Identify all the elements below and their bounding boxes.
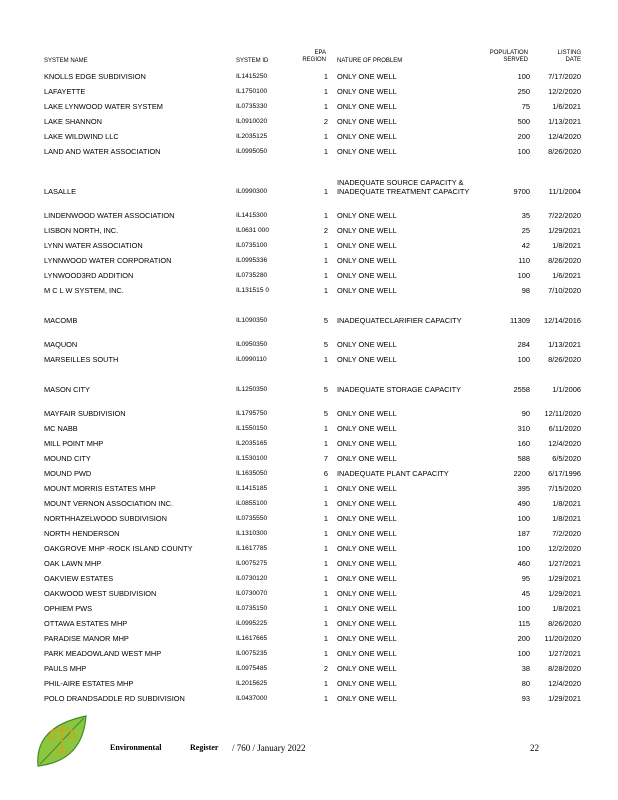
system-id-cell: IL0995050 xyxy=(236,148,268,155)
epa-region-cell: 7 xyxy=(323,454,328,463)
listing-date-cell: 7/2/2020 xyxy=(552,529,581,538)
problem-cell: ONLY ONE WELL xyxy=(337,604,397,613)
system-name-cell: MAQUON xyxy=(44,340,78,349)
table-row xyxy=(0,484,618,493)
epa-region-cell: 5 xyxy=(323,385,328,394)
table-row xyxy=(0,574,618,583)
listing-date-cell: 12/14/2016 xyxy=(544,316,581,325)
listing-date-cell: 1/8/2021 xyxy=(552,604,581,613)
population-cell: 80 xyxy=(521,679,530,688)
population-cell: 2558 xyxy=(513,385,530,394)
footer-publication: Environmental xyxy=(110,743,162,752)
problem-cell: ONLY ONE WELL xyxy=(337,241,397,250)
population-cell: 95 xyxy=(521,574,530,583)
problem-cell: ONLY ONE WELL xyxy=(337,544,397,553)
table-row xyxy=(0,679,618,688)
epa-region-cell: 5 xyxy=(323,316,328,325)
population-cell: 75 xyxy=(521,102,530,111)
epa-region-cell: 1 xyxy=(323,424,328,433)
population-cell: 42 xyxy=(521,241,530,250)
listing-date-cell: 1/8/2021 xyxy=(552,514,581,523)
listing-date-cell: 1/29/2021 xyxy=(548,226,581,235)
system-name-cell: OAKWOOD WEST SUBDIVISION xyxy=(44,589,157,598)
population-cell: 93 xyxy=(521,694,530,703)
population-cell: 200 xyxy=(517,634,530,643)
problem-cell: ONLY ONE WELL xyxy=(337,256,397,265)
population-cell: 284 xyxy=(517,340,530,349)
system-id-cell: IL0855100 xyxy=(236,500,268,507)
epa-region-cell: 1 xyxy=(323,694,328,703)
listing-date-cell: 1/29/2021 xyxy=(548,694,581,703)
population-cell: 11309 xyxy=(509,316,530,325)
problem-cell: ONLY ONE WELL xyxy=(337,286,397,295)
population-cell: 588 xyxy=(517,454,530,463)
population-cell: 38 xyxy=(521,664,530,673)
system-id-cell: IL0735150 xyxy=(236,605,268,612)
epa-region-cell: 1 xyxy=(323,679,328,688)
epa-region-cell: 1 xyxy=(323,102,328,111)
footer-issue: / 760 / January 2022 xyxy=(232,743,306,753)
problem-cell: ONLY ONE WELL xyxy=(337,72,397,81)
table-row xyxy=(0,529,618,538)
table-row xyxy=(0,589,618,598)
table-row xyxy=(0,469,618,478)
listing-date-cell: 11/20/2020 xyxy=(544,634,581,643)
population-cell: 98 xyxy=(521,286,530,295)
table-row xyxy=(0,619,618,628)
table-row xyxy=(0,286,618,295)
epa-region-cell: 1 xyxy=(323,439,328,448)
header-nature-of-problem: NATURE OF PROBLEM xyxy=(337,58,403,64)
listing-date-cell: 8/28/2020 xyxy=(548,664,581,673)
listing-date-cell: 12/4/2020 xyxy=(548,132,581,141)
system-name-cell: OAKGROVE MHP -ROCK ISLAND COUNTY xyxy=(44,544,193,553)
listing-date-cell: 8/26/2020 xyxy=(548,256,581,265)
system-id-cell: IL1250350 xyxy=(236,386,268,393)
population-cell: 100 xyxy=(517,604,530,613)
system-name-cell: MOUND PWD xyxy=(44,469,92,478)
table-row xyxy=(0,271,618,280)
table-row xyxy=(0,340,618,349)
epa-region-cell: 1 xyxy=(323,634,328,643)
problem-cell: ONLY ONE WELL xyxy=(337,694,397,703)
header-listing-date: LISTING DATE xyxy=(557,50,581,63)
table-row xyxy=(0,499,618,508)
system-id-cell: IL0735280 xyxy=(236,272,268,279)
system-id-cell: IL131515 0 xyxy=(236,287,270,294)
system-name-cell: LASALLE xyxy=(44,187,77,196)
system-id-cell: IL1550150 xyxy=(236,425,268,432)
problem-cell: ONLY ONE WELL xyxy=(337,102,397,111)
table-row xyxy=(0,132,618,141)
table-row xyxy=(0,604,618,613)
system-id-cell: IL0735330 xyxy=(236,103,268,110)
table-row xyxy=(0,374,618,394)
system-name-cell: MOUNT MORRIS ESTATES MHP xyxy=(44,484,156,493)
population-cell: 100 xyxy=(517,271,530,280)
system-id-cell: IL1310300 xyxy=(236,530,268,537)
epa-region-cell: 1 xyxy=(323,241,328,250)
table-row xyxy=(0,634,618,643)
system-id-cell: IL1415300 xyxy=(236,212,268,219)
problem-cell: ONLY ONE WELL xyxy=(337,619,397,628)
system-id-cell: IL0995336 xyxy=(236,257,268,264)
header-system-id: SYSTEM ID xyxy=(236,58,269,64)
table-row xyxy=(0,424,618,433)
problem-cell: ONLY ONE WELL xyxy=(337,679,397,688)
population-cell: 115 xyxy=(518,619,530,628)
epa-region-cell: 1 xyxy=(323,256,328,265)
system-id-cell: IL1530100 xyxy=(236,455,268,462)
table-row xyxy=(0,514,618,523)
epa-region-cell: 1 xyxy=(323,589,328,598)
table-row xyxy=(0,87,618,96)
system-id-cell: IL0910020 xyxy=(236,118,268,125)
problem-cell: ONLY ONE WELL xyxy=(337,340,397,349)
leaf-scales-logo-icon xyxy=(34,712,90,770)
system-id-cell: IL0730120 xyxy=(236,575,268,582)
listing-date-cell: 6/5/2020 xyxy=(552,454,581,463)
system-id-cell: IL0990110 xyxy=(236,356,267,363)
system-id-cell: IL0631 000 xyxy=(236,227,270,234)
epa-region-cell: 1 xyxy=(323,271,328,280)
epa-region-cell: 2 xyxy=(323,226,328,235)
epa-region-cell: 5 xyxy=(323,409,328,418)
population-cell: 110 xyxy=(518,256,530,265)
table-row xyxy=(0,241,618,250)
system-id-cell: IL1415250 xyxy=(236,73,268,80)
problem-cell: ONLY ONE WELL xyxy=(337,87,397,96)
system-name-cell: MAYFAIR SUBDIVISION xyxy=(44,409,126,418)
population-cell: 90 xyxy=(521,409,530,418)
system-name-cell: POLO DRANDSADDLE RD SUBDIVISION xyxy=(44,694,185,703)
system-id-cell: IL0990300 xyxy=(236,188,268,195)
system-name-cell: PHIL-AIRE ESTATES MHP xyxy=(44,679,134,688)
problem-cell: ONLY ONE WELL xyxy=(337,226,397,235)
epa-region-cell: 1 xyxy=(323,187,328,196)
system-name-cell: LAKE SHANNON xyxy=(44,117,102,126)
page-number: 22 xyxy=(530,743,539,753)
epa-region-cell: 1 xyxy=(323,499,328,508)
problem-cell: ONLY ONE WELL xyxy=(337,409,397,418)
problem-cell: INADEQUATE STORAGE CAPACITY xyxy=(337,385,462,394)
problem-cell: ONLY ONE WELL xyxy=(337,574,397,583)
problem-cell: ONLY ONE WELL xyxy=(337,271,397,280)
system-id-cell: IL0735100 xyxy=(236,242,268,249)
system-id-cell: IL1617665 xyxy=(236,635,268,642)
population-cell: 100 xyxy=(517,649,530,658)
system-id-cell: IL1750100 xyxy=(236,88,268,95)
system-id-cell: IL0950350 xyxy=(236,341,268,348)
epa-region-cell: 1 xyxy=(323,559,328,568)
population-cell: 500 xyxy=(517,117,530,126)
problem-cell: ONLY ONE WELL xyxy=(337,649,397,658)
population-cell: 160 xyxy=(517,439,530,448)
population-cell: 310 xyxy=(517,424,530,433)
listing-date-cell: 12/4/2020 xyxy=(548,439,581,448)
listing-date-cell: 1/27/2021 xyxy=(548,559,581,568)
system-name-cell: LAFAYETTE xyxy=(44,87,86,96)
system-name-cell: MACOMB xyxy=(44,316,78,325)
population-cell: 9700 xyxy=(513,187,530,196)
population-cell: 460 xyxy=(517,559,530,568)
table-row xyxy=(0,694,618,703)
problem-cell: ONLY ONE WELL xyxy=(337,132,397,141)
table-row xyxy=(0,355,618,364)
system-name-cell: LISBON NORTH, INC. xyxy=(44,226,119,235)
problem-cell: ONLY ONE WELL xyxy=(337,529,397,538)
epa-region-cell: 1 xyxy=(323,355,328,364)
header-system-name: SYSTEM NAME xyxy=(44,58,88,64)
table-row xyxy=(0,305,618,325)
problem-cell: ONLY ONE WELL xyxy=(337,589,397,598)
listing-date-cell: 1/29/2021 xyxy=(548,574,581,583)
listing-date-cell: 1/1/2006 xyxy=(552,385,581,394)
system-name-cell: OTTAWA ESTATES MHP xyxy=(44,619,128,628)
population-cell: 45 xyxy=(521,589,530,598)
listing-date-cell: 6/17/1996 xyxy=(548,469,581,478)
epa-region-cell: 1 xyxy=(323,529,328,538)
epa-region-cell: 1 xyxy=(323,514,328,523)
problem-cell: ONLY ONE WELL xyxy=(337,424,397,433)
epa-region-cell: 1 xyxy=(323,87,328,96)
epa-region-cell: 1 xyxy=(323,619,328,628)
system-name-cell: MOUNT VERNON ASSOCIATION INC. xyxy=(44,499,174,508)
header-population-served: POPULATION SERVED xyxy=(489,50,528,63)
system-name-cell: LYNNWOOD WATER CORPORATION xyxy=(44,256,172,265)
listing-date-cell: 12/2/2020 xyxy=(548,544,581,553)
population-cell: 100 xyxy=(517,355,530,364)
system-name-cell: MARSEILLES SOUTH xyxy=(44,355,119,364)
population-cell: 200 xyxy=(517,132,530,141)
epa-region-cell: 1 xyxy=(323,604,328,613)
table-row xyxy=(0,117,618,126)
system-id-cell: IL0730070 xyxy=(236,590,268,597)
population-cell: 187 xyxy=(517,529,530,538)
system-name-cell: LINDENWOOD WATER ASSOCIATION xyxy=(44,211,175,220)
system-name-cell: MILL POINT MHP xyxy=(44,439,104,448)
system-name-cell: OAK LAWN MHP xyxy=(44,559,102,568)
listing-date-cell: 6/11/2020 xyxy=(548,424,581,433)
table-row xyxy=(0,439,618,448)
problem-cell: ONLY ONE WELL xyxy=(337,559,397,568)
system-name-cell: M C L W SYSTEM, INC. xyxy=(44,286,124,295)
listing-date-cell: 1/8/2021 xyxy=(552,241,581,250)
system-id-cell: IL0437000 xyxy=(236,695,268,702)
system-id-cell: IL1795750 xyxy=(236,410,268,417)
table-row xyxy=(0,559,618,568)
population-cell: 100 xyxy=(517,72,530,81)
listing-date-cell: 11/1/2004 xyxy=(548,187,581,196)
population-cell: 250 xyxy=(517,87,530,96)
epa-region-cell: 1 xyxy=(323,132,328,141)
table-row xyxy=(0,147,618,156)
table-row xyxy=(0,409,618,418)
problem-cell: ONLY ONE WELL xyxy=(337,499,397,508)
table-row xyxy=(0,544,618,553)
system-id-cell: IL2035125 xyxy=(236,133,268,140)
system-id-cell: IL2035165 xyxy=(236,440,268,447)
epa-region-cell: 2 xyxy=(323,117,328,126)
epa-region-cell: 1 xyxy=(323,574,328,583)
system-id-cell: IL0975485 xyxy=(236,665,268,672)
problem-cell: ONLY ONE WELL xyxy=(337,634,397,643)
epa-region-cell: 1 xyxy=(323,147,328,156)
listing-date-cell: 12/4/2020 xyxy=(548,679,581,688)
system-id-cell: IL1415185 xyxy=(236,485,268,492)
epa-region-cell: 6 xyxy=(323,469,328,478)
population-cell: 100 xyxy=(517,544,530,553)
system-id-cell: IL1635050 xyxy=(236,470,268,477)
system-name-cell: KNOLLS EDGE SUBDIVISION xyxy=(44,72,146,81)
population-cell: 100 xyxy=(517,514,530,523)
system-id-cell: IL0735550 xyxy=(236,515,268,522)
table-row xyxy=(0,166,618,196)
system-name-cell: OAKVIEW ESTATES xyxy=(44,574,114,583)
system-name-cell: LAND AND WATER ASSOCIATION xyxy=(44,147,161,156)
system-name-cell: MASON CITY xyxy=(44,385,90,394)
system-name-cell: NORTHHAZELWOOD SUBDIVISION xyxy=(44,514,167,523)
problem-cell: ONLY ONE WELL xyxy=(337,117,397,126)
epa-region-cell: 1 xyxy=(323,211,328,220)
problem-cell: INADEQUATE SOURCE CAPACITY & INADEQUATE TREATMENT CAPACITY xyxy=(337,178,470,196)
system-name-cell: MC NABB xyxy=(44,424,78,433)
problem-cell: ONLY ONE WELL xyxy=(337,211,397,220)
problem-cell: ONLY ONE WELL xyxy=(337,484,397,493)
system-id-cell: IL0075235 xyxy=(236,650,268,657)
system-name-cell: PARADISE MANOR MHP xyxy=(44,634,129,643)
listing-date-cell: 8/26/2020 xyxy=(548,619,581,628)
system-id-cell: IL1090350 xyxy=(236,317,268,324)
table-row xyxy=(0,72,618,81)
epa-region-cell: 1 xyxy=(323,544,328,553)
system-name-cell: LYNN WATER ASSOCIATION xyxy=(44,241,143,250)
table-row xyxy=(0,226,618,235)
listing-date-cell: 7/17/2020 xyxy=(548,72,581,81)
population-cell: 395 xyxy=(517,484,530,493)
epa-region-cell: 1 xyxy=(323,72,328,81)
system-id-cell: IL0995225 xyxy=(236,620,268,627)
epa-region-cell: 1 xyxy=(323,286,328,295)
system-name-cell: PARK MEADOWLAND WEST MHP xyxy=(44,649,162,658)
table-row xyxy=(0,102,618,111)
population-cell: 100 xyxy=(517,147,530,156)
problem-cell: ONLY ONE WELL xyxy=(337,454,397,463)
listing-date-cell: 8/26/2020 xyxy=(548,355,581,364)
population-cell: 490 xyxy=(517,499,530,508)
listing-date-cell: 1/13/2021 xyxy=(548,117,581,126)
listing-date-cell: 1/29/2021 xyxy=(548,589,581,598)
problem-cell: ONLY ONE WELL xyxy=(337,147,397,156)
listing-date-cell: 7/10/2020 xyxy=(548,286,581,295)
problem-cell: ONLY ONE WELL xyxy=(337,355,397,364)
system-id-cell: IL0075275 xyxy=(236,560,268,567)
listing-date-cell: 8/26/2020 xyxy=(548,147,581,156)
footer-register: Register xyxy=(190,743,219,752)
population-cell: 35 xyxy=(521,211,530,220)
problem-cell: INADEQUATE PLANT CAPACITY xyxy=(337,469,449,478)
epa-region-cell: 1 xyxy=(323,484,328,493)
listing-date-cell: 12/11/2020 xyxy=(544,409,581,418)
system-name-cell: LYNWOOD3RD ADDITION xyxy=(44,271,134,280)
problem-cell: INADEQUATECLARIFIER CAPACITY xyxy=(337,316,462,325)
listing-date-cell: 1/6/2021 xyxy=(552,271,581,280)
table-row xyxy=(0,454,618,463)
system-id-cell: IL2015625 xyxy=(236,680,268,687)
listing-date-cell: 1/6/2021 xyxy=(552,102,581,111)
listing-date-cell: 12/2/2020 xyxy=(548,87,581,96)
system-name-cell: PAULS MHP xyxy=(44,664,87,673)
problem-cell: ONLY ONE WELL xyxy=(337,439,397,448)
epa-region-cell: 5 xyxy=(323,340,328,349)
system-name-cell: LAKE LYNWOOD WATER SYSTEM xyxy=(44,102,163,111)
table-row xyxy=(0,649,618,658)
system-name-cell: LAKE WILDWIND LLC xyxy=(44,132,119,141)
listing-date-cell: 1/8/2021 xyxy=(552,499,581,508)
listing-date-cell: 1/27/2021 xyxy=(548,649,581,658)
table-row xyxy=(0,256,618,265)
listing-date-cell: 1/13/2021 xyxy=(548,340,581,349)
system-name-cell: MOUND CITY xyxy=(44,454,91,463)
problem-cell: ONLY ONE WELL xyxy=(337,514,397,523)
table-row xyxy=(0,664,618,673)
header-epa-region: EPA REGION xyxy=(302,50,326,63)
epa-region-cell: 1 xyxy=(323,649,328,658)
listing-date-cell: 7/22/2020 xyxy=(548,211,581,220)
system-name-cell: NORTH HENDERSON xyxy=(44,529,120,538)
system-id-cell: IL1617785 xyxy=(236,545,268,552)
listing-date-cell: 7/15/2020 xyxy=(548,484,581,493)
system-name-cell: OPHIEM PWS xyxy=(44,604,93,613)
table-row xyxy=(0,211,618,220)
epa-region-cell: 2 xyxy=(323,664,328,673)
problem-cell: ONLY ONE WELL xyxy=(337,664,397,673)
population-cell: 25 xyxy=(521,226,530,235)
population-cell: 2200 xyxy=(513,469,530,478)
